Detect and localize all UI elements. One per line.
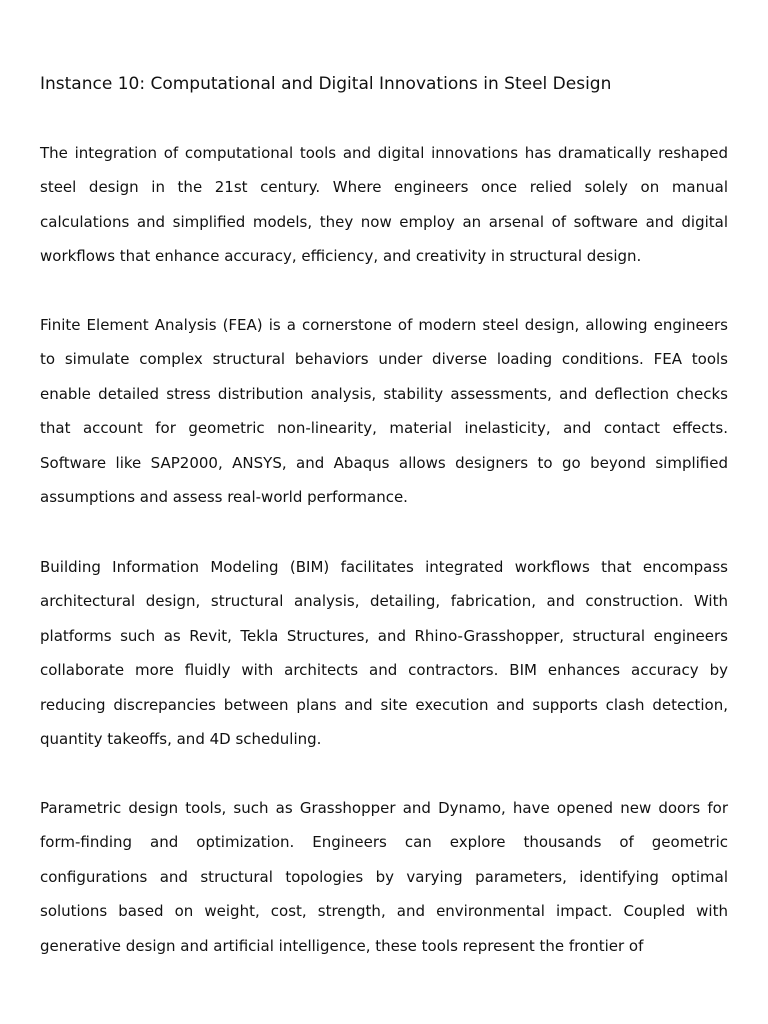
paragraph-parametric: Parametric design tools, such as Grasshopper and Dynamo, have opened new doors for form-finding and optimization. Engineers can explore thousands of geometric configurations and structural topologies by varying parameters, identifying optimal solutions based on weight, cost, strength, and environmental impact. Coupled with generative design and artificial intelligence, these tools represent the frontier of bbox=[40, 799, 728, 955]
paragraph-bim: Building Information Modeling (BIM) facilitates integrated workflows that encompass architectural design, structural analysis, detailing, fabrication, and construction. With platforms such as Revit, Tekla Structures, and Rhino-Grasshopper, structural engineers collaborate more fluidly with architects and contractors. BIM enhances accuracy by reducing discrepancies between plans and site execution and supports clash detection, quantity takeoffs, and 4D scheduling. bbox=[40, 558, 728, 749]
section-title: Instance 10: Computational and Digital Innovations in Steel Design bbox=[40, 74, 612, 94]
paragraph-intro: The integration of computational tools and digital innovations has dramatically reshaped steel design in the 21st century. Where engineers once relied solely on manual calculations and simplified models, they now employ an arsenal of software and digital workflows that enhance accuracy, efficiency, and creativity in structural design. bbox=[40, 144, 728, 266]
paragraph-fea: Finite Element Analysis (FEA) is a cornerstone of modern steel design, allowing engineers to simulate complex structural behaviors under diverse loading conditions. FEA tools enable detailed stress distribution analysis, stability assessments, and deflection checks that account for geometric non-linearity, material inelasticity, and contact effects. Software like SAP2000, ANSYS, and Abaqus allows designers to go beyond simplified assumptions and assess real-world performance. bbox=[40, 316, 728, 507]
